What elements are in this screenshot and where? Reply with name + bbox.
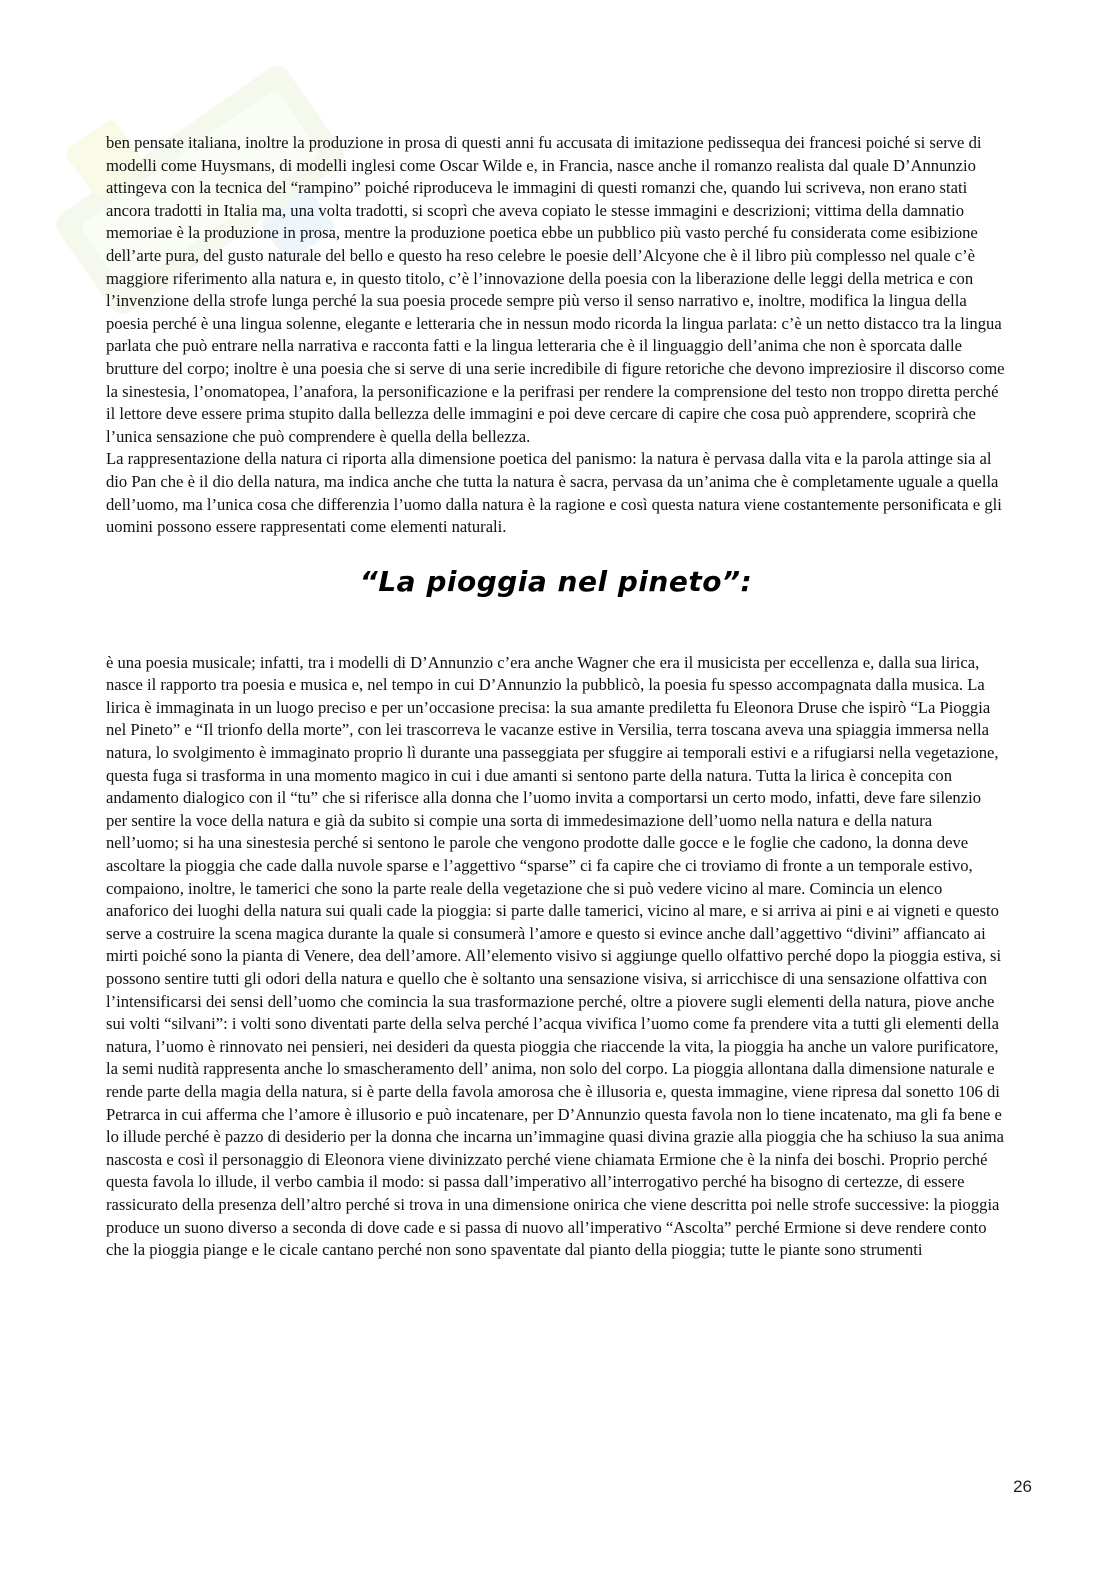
page-number: 26	[1013, 1477, 1032, 1496]
page-content	[106, 132, 1006, 1262]
body-paragraph-1: ben pensate italiana, inoltre la produzione in prosa di questi anni fu accusata di imitazione pedissequa dei francesi poiché si serve di modelli come Huysmans, di modelli inglesi come Oscar Wilde e, in Francia, nasce anche il romanzo realista dal quale D’Annunzio attingeva con la tecnica del “rampino” poiché riproduceva le immagini di questi romanzi che, quando lui scriveva, non erano stati ancora tradotti in Italia ma, una volta tradotti, si scoprì che aveva copiato le stesse immagini e descrizioni; vittima della damnatio memoriae è la produzione in prosa, mentre la produzione poetica ebbe un pubblico più vasto perché fu considerata come esibizione dell’arte pura, del gusto naturale del bello e questo ha reso celebre le poesie dell’Alcyone che è il libro più complesso nel quale c’è maggiore riferimento alla natura e, in questo titolo, c’è l’innovazione della poesia con la liberazione delle leggi della metrica e con l’invenzione della strofe lunga perché la sua poesia procede sempre più verso il senso narrativo e, inoltre, modifica la lingua della poesia perché è una lingua solenne, elegante e letteraria che in nessun modo ricorda la lingua parlata: c’è un netto distacco tra la lingua parlata che può entrare nella narrativa e racconta fatti e la lingua letteraria che è il linguaggio dell’anima che non è sporcata dalle brutture del corpo; inoltre è una poesia che si serve di una serie incredibile di figure retoriche che devono impreziosire il discorso come la sinestesia, l’onomatopea, l’anafora, la personificazione e la perifrasi per rendere la comprensione del testo non troppo diretta perché il lettore deve essere prima stupito dalla bellezza delle immagini e poi deve cercare di capire che cosa può apprendere, scoprirà che l’unica sensazione che può comprendere è quella della bellezza.	[106, 133, 1005, 446]
section-spacer	[106, 617, 1006, 652]
section-title: “La pioggia nel pineto”:	[359, 564, 753, 598]
body-paragraph-3: è una poesia musicale; infatti, tra i modelli di D’Annunzio c’era anche Wagner che era il musicista per eccellenza e, dalla sua lirica, nasce il rapporto tra poesia e musica e, nel tempo in cui D’Annunzio la pubblicò, la poesia fu spesso accompagnata dalla musica. La lirica è immaginata in un luogo preciso e per un’occasione precisa: la sua amante prediletta fu Eleonora Druse che ispirò “La Pioggia nel Pineto” e “Il trionfo della morte”, con lei trascorreva le vacanze estive in Versilia, terra toscana aveva una spiaggia immersa nella natura, lo svolgimento è immaginato proprio lì durante una passeggiata per sfuggire ai temporali estivi e a rifugiarsi nella vegetazione, questa fuga si trasforma in una momento magico in cui i due amanti si sentono parte della natura. Tutta la lirica è concepita con andamento dialogico con il “tu” che si riferisce alla donna che l’uomo invita a comportarsi un certo modo, infatti, deve fare silenzio per sentire la voce della natura e già da subito si compie una sorta di immedesimazione dell’uomo nella natura e della natura nell’uomo; si ha una sinestesia perché si sentono le parole che vengono prodotte dalle gocce e le foglie che cadono, la donna deve ascoltare la pioggia che cade dalla nuvole sparse e l’aggettivo “sparse” ci fa capire che ci troviamo di fronte a un temporale estivo, compaiono, inoltre, le tamerici che sono la parte reale della vegetazione che si può vedere vicino al mare. Comincia un elenco anaforico dei luoghi della natura sui quali cade la pioggia: si parte dalle tamerici, vicino al mare, e si arriva ai pini e ai vigneti e questo serve a costruire la scena magica durante la quale si consumerà l’amore e questo si evince anche dall’aggettivo “divini” affiancato ai mirti poiché sono la pianta di Venere, dea dell’amore. All’elemento visivo si aggiunge quello olfattivo perché dopo la pioggia estiva, si possono sentire tutti gli odori della natura e quello che è soltanto una sensazione visiva, si arricchisce di una sensazione olfattiva con l’intensificarsi dei sensi dell’uomo che comincia la sua trasformazione perché, oltre a piovere sugli elementi della natura, piove anche sui volti “silvani”: i volti sono diventati parte della selva perché l’acqua vivifica l’uomo come fa prendere vita a tutti gli elementi della natura, l’uomo è rinnovato nei pensieri, nei desideri da questa pioggia che riaccende la vita, la pioggia ha anche un valore purificatore, la semi nudità rappresenta anche lo smascheramento dell’ anima, non solo del corpo. La pioggia allontana dalla dimensione naturale e rende parte della magia della natura, si è parte della favola amorosa che è illusoria e, questa immagine, viene ripresa dal sonetto 106 di Petrarca in cui afferma che l’amore è illusorio e può incatenare, per D’Annunzio questa favola non lo tiene incatenato, ma gli fa bene e lo illude perché è pazzo di desiderio per la donna che incarna un’immagine quasi divina grazie alla pioggia che ha schiuso la sua anima nascosta e così il personaggio di Eleonora viene divinizzato perché viene chiamata Ermione che è la ninfa dei boschi. Proprio perché questa favola lo illude, il verbo cambia il modo: si passa dall’imperativo all’interrogativo perché ha bisogno di certezze, di essere rassicurato della presenza dell’altro perché si trova in una dimensione onirica che viene descritta poi nelle strofe successive: la pioggia produce un suono diverso a seconda di dove cade e si passa di nuovo all’imperativo “Ascolta” perché Ermione si deve rendere conto che la pioggia piange e le cicale cantano perché non sono spaventate dal pianto della pioggia; tutte le piante sono strumenti	[106, 652, 1005, 1260]
body-paragraph-2: La rappresentazione della natura ci riporta alla dimensione poetica del panismo: la natura è pervasa dalla vita e la parola attinge sia al dio Pan che è il dio della natura, ma indica anche che tutta la natura è sacra, pervasa da un’anima che è completamente uguale a quella dell’uomo, ma l’unica cosa che differenzia l’uomo dalla natura è la ragione e così questa natura viene costantemente personificata e gli uomini possono essere rappresentati come elementi naturali.	[106, 449, 1002, 537]
